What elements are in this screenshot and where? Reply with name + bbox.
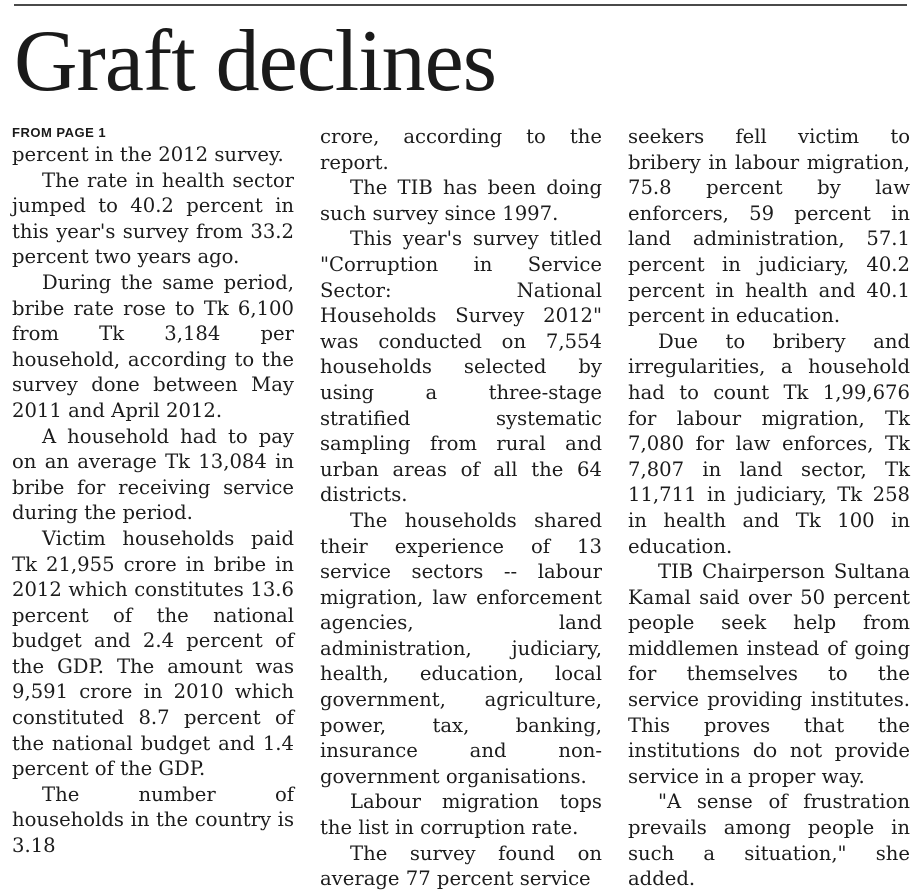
- paragraph: The TIB has been doing such survey since 1997.: [320, 176, 602, 225]
- paragraph: During the same period, bribe rate rose to Tk 6,100 from Tk 3,184 per household, according to the survey done between May 2011 and April 2012.: [12, 270, 294, 422]
- paragraph: This year's survey titled "Corruption in Service Sector: National Households Survey 2012" was conducted on 7,554 households selected by using a three-stage stratified systematic sampling from rural and urban areas of all the 64 districts.: [320, 227, 602, 507]
- column-1: [12, 124, 294, 859]
- paragraph: percent in the 2012 survey.: [12, 143, 284, 166]
- paragraph: The number of households in the country is 3.18: [12, 782, 294, 858]
- paragraph: Labour migration tops the list in corruption rate.: [320, 790, 602, 840]
- paragraph: "A sense of frustration prevails among people in such a situation," she added.: [628, 790, 910, 891]
- paragraph: Due to bribery and irregularities, a household had to count Tk 1,99,676 for labour migration, Tk 7,080 for law enforces, Tk 7,807 in land sector, Tk 11,711 in judiciary, Tk 258 in health and Tk 100 in education.: [628, 329, 910, 558]
- kicker: FROM PAGE 1: [12, 125, 107, 140]
- paragraph: TIB Chairperson Sultana Kamal said over 50 percent people seek help from middlemen instead of going for themselves to the service providing institutes. This proves that the institutions do not provide service in a proper way.: [628, 560, 910, 788]
- paragraph: The survey found on average 77 percent service: [320, 841, 602, 891]
- paragraph: crore, according to the report.: [320, 125, 602, 174]
- paragraph: The households shared their experience of 13 service sectors -- labour migration, law enforcement agencies, land administration, judiciary, health, education, local government, agriculture, power, tax, banking, insurance and non-government organisations.: [320, 508, 602, 788]
- paragraph: seekers fell victim to bribery in labour migration, 75.8 percent by law enforcers, 59 percent in land administration, 57.1 percent in judiciary, 40.2 percent in health and 40.1 percent in education.: [628, 125, 910, 328]
- paragraph: Victim households paid Tk 21,955 crore in bribe in 2012 which constitutes 13.6 percent of the national budget and 2.4 percent of the GDP. The amount was 9,591 crore in 2010 which constituted 8.7 percent of the national budget and 1.4 percent of the GDP.: [12, 526, 294, 781]
- paragraph: A household had to pay on an average Tk 13,084 in bribe for receiving service during the period.: [12, 424, 294, 525]
- column-3: [628, 124, 910, 892]
- column-2: [320, 124, 602, 892]
- headline: Graft declines: [14, 13, 496, 110]
- paragraph: The rate in health sector jumped to 40.2 percent in this year's survey from 33.2 percent two years ago.: [12, 168, 294, 269]
- top-rule: [14, 4, 907, 6]
